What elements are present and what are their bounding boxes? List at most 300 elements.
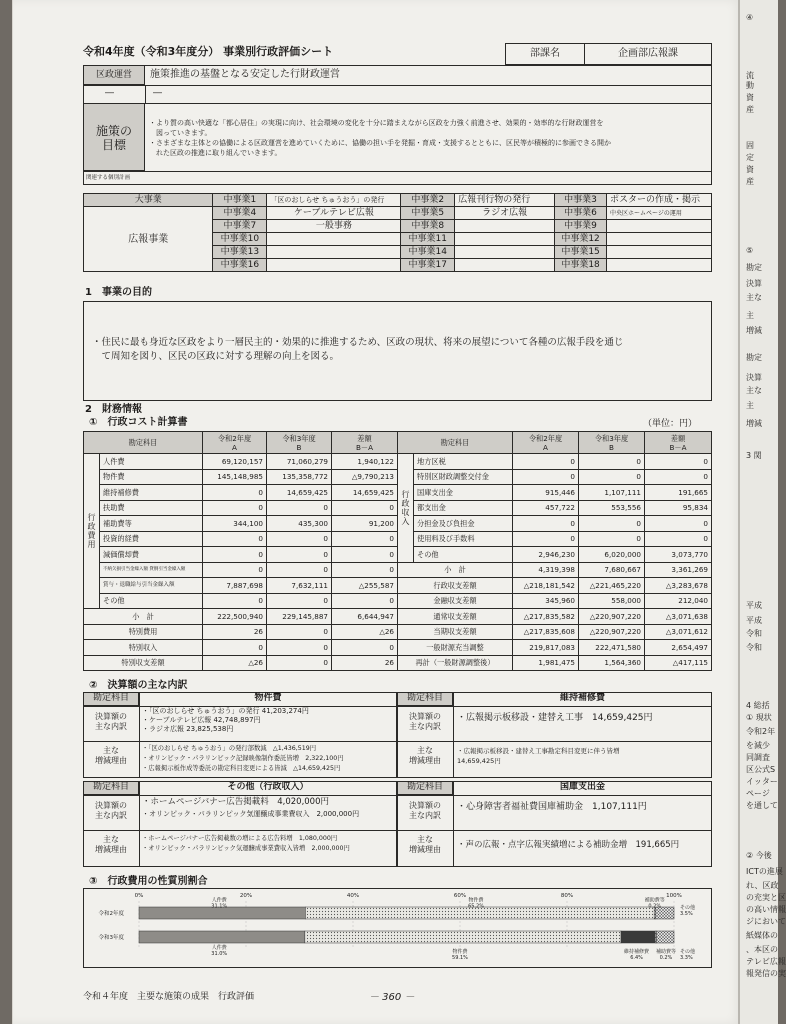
amount: 0 bbox=[267, 640, 332, 656]
account-name: 特別収入 bbox=[84, 640, 203, 656]
breakdown-label-2: 主な内訳 bbox=[95, 722, 127, 731]
purpose-box bbox=[83, 301, 712, 401]
account-label-cell bbox=[83, 781, 139, 795]
dept-label-cell bbox=[505, 43, 585, 65]
amount: 14,659,425 bbox=[267, 485, 332, 501]
next-page-text: 資 bbox=[746, 93, 754, 102]
project-code: 中事業8 bbox=[401, 220, 455, 233]
next-page-text: 定 bbox=[746, 153, 754, 162]
section2-title: 2 財務情報 bbox=[85, 404, 142, 415]
reason-label-2: 増減理由 bbox=[409, 756, 441, 765]
amount: 3,073,770 bbox=[645, 547, 712, 563]
subtotal-label: 小 計 bbox=[84, 609, 203, 625]
amount: 14,659,425 bbox=[332, 485, 398, 501]
breakdown-label-2: 主な内訳 bbox=[95, 811, 127, 820]
goal-label-cell bbox=[83, 103, 145, 171]
balance-name: 再計（一般財源調整後） bbox=[398, 655, 513, 671]
next-page-text: 令和 bbox=[746, 643, 762, 652]
breakdown-label-1: 決算額の bbox=[409, 712, 441, 721]
account-name: 投資的経費 bbox=[100, 531, 203, 547]
policy-dash-1: ― bbox=[105, 88, 114, 98]
amount: 558,000 bbox=[579, 593, 645, 609]
project-name bbox=[267, 233, 401, 246]
bar-segment-2 bbox=[621, 931, 655, 943]
amount: △3,071,638 bbox=[645, 609, 712, 625]
project-code: 中事業11 bbox=[401, 233, 455, 246]
amount: 0 bbox=[579, 469, 645, 485]
next-page-text: 同調査 bbox=[746, 753, 770, 762]
col-header: 令和2年度 A bbox=[203, 432, 267, 454]
breakdown-label-1: 決算額の bbox=[95, 712, 127, 721]
divider bbox=[83, 85, 712, 86]
amount: 0 bbox=[332, 531, 398, 547]
reason-label-2: 増減理由 bbox=[409, 845, 441, 854]
divider bbox=[83, 795, 397, 796]
col-header: 勘定科目 bbox=[84, 432, 203, 454]
property-ratio-chart bbox=[84, 889, 711, 967]
divider bbox=[83, 741, 397, 742]
project-name bbox=[267, 259, 401, 272]
account-name: 扶助費 bbox=[100, 500, 203, 516]
reason-label bbox=[397, 835, 453, 855]
project-name bbox=[455, 233, 555, 246]
axis-tick-label: 40% bbox=[346, 893, 360, 899]
related-plan-label: 関連する個別計画 bbox=[86, 175, 131, 181]
amount: △221,465,220 bbox=[579, 578, 645, 594]
col-header: 差額 B－A bbox=[645, 432, 712, 454]
amount: 2,654,497 bbox=[645, 640, 712, 656]
amount: △218,181,542 bbox=[513, 578, 579, 594]
reason-label bbox=[83, 746, 139, 766]
amount: 0 bbox=[203, 500, 267, 516]
amount: 0 bbox=[203, 562, 267, 578]
project-code: 中事業10 bbox=[213, 233, 267, 246]
value-label: 31.1% bbox=[211, 903, 228, 910]
amount: 1,940,122 bbox=[332, 454, 398, 470]
next-page-text: イッター bbox=[746, 777, 778, 786]
breakdown-label bbox=[397, 712, 453, 732]
project-name bbox=[455, 220, 555, 233]
expense-group: 行政費用 bbox=[84, 454, 100, 609]
project-name: ラジオ広報 bbox=[455, 207, 555, 220]
bar-segment-0 bbox=[139, 931, 305, 943]
amount: 0 bbox=[332, 500, 398, 516]
project-code: 中事業1 bbox=[213, 194, 267, 207]
reason-lines bbox=[142, 834, 350, 854]
next-page-text: ② 今後 bbox=[746, 851, 772, 860]
project-name bbox=[607, 220, 712, 233]
amount: 0 bbox=[513, 531, 579, 547]
account-name: 地方区税 bbox=[414, 454, 513, 470]
policy-label-cell bbox=[83, 65, 145, 85]
account-name: 都支出金 bbox=[414, 500, 513, 516]
project-name bbox=[267, 246, 401, 259]
next-page-text: 勘定 bbox=[746, 353, 762, 362]
policy-label: 区政運営 bbox=[95, 70, 132, 80]
project-name: 中央区ホームページの運用 bbox=[607, 207, 712, 220]
project-name bbox=[607, 246, 712, 259]
amount: 4,319,398 bbox=[513, 562, 579, 578]
project-name: 「区のおしらせ ちゅうおう」の発行 bbox=[267, 194, 401, 207]
reason-line: 14,659,425円 bbox=[457, 757, 501, 765]
next-page-text: ⑤ bbox=[746, 246, 754, 255]
account-label-cell bbox=[83, 692, 139, 706]
reason-line: ・広報掲示板移設・建替え工事勘定科目変更に伴う皆増 bbox=[457, 747, 620, 755]
amount: 91,200 bbox=[332, 516, 398, 532]
next-page-text: 固 bbox=[746, 141, 754, 150]
account-name: 特別費用 bbox=[84, 624, 203, 640]
next-page-text: 3 関 bbox=[746, 451, 762, 460]
account-label: 勘定科目 bbox=[406, 693, 443, 703]
reason-line: ・広報掲示板作成等委託の勘定科目変更による皆減 △14,659,425円 bbox=[142, 765, 341, 772]
amount: 435,300 bbox=[267, 516, 332, 532]
project-code: 中事業4 bbox=[213, 207, 267, 220]
divider bbox=[397, 795, 712, 796]
divider bbox=[83, 103, 712, 104]
next-page-text: 4 総括 bbox=[746, 701, 770, 710]
account-value: 国庫支出金 bbox=[559, 782, 605, 792]
reason-label bbox=[397, 746, 453, 766]
axis-tick-label: 0% bbox=[134, 893, 144, 899]
breakdown-title: ② 決算額の主な内訳 bbox=[89, 680, 188, 691]
project-code: 中事業16 bbox=[213, 259, 267, 272]
goal-label-2: 目標 bbox=[101, 138, 126, 152]
next-page-text: ページ bbox=[746, 789, 770, 798]
amount: 0 bbox=[645, 469, 712, 485]
breakdown-label-2: 主な内訳 bbox=[409, 722, 441, 731]
value-label: 物件費 bbox=[452, 949, 468, 955]
divider bbox=[397, 706, 712, 707]
next-page-text: 区公式S bbox=[746, 765, 776, 774]
next-page-text: 流 bbox=[746, 71, 754, 80]
page-number: － 360 － bbox=[369, 992, 415, 1003]
account-label-cell bbox=[397, 781, 453, 795]
next-page-text: 主 bbox=[746, 401, 754, 410]
account-name: 人件費 bbox=[100, 454, 203, 470]
project-code: 中事業3 bbox=[555, 194, 607, 207]
amount: 457,722 bbox=[513, 500, 579, 516]
reason-label bbox=[83, 835, 139, 855]
next-page-text: 勘定 bbox=[746, 263, 762, 272]
account-name: 補助費等 bbox=[100, 516, 203, 532]
account-name: 賞与・退職給与引当金繰入額 bbox=[100, 578, 203, 594]
amount: 219,817,083 bbox=[513, 640, 579, 656]
value-label: 補助費等 bbox=[644, 897, 665, 904]
breakdown-line: ・ホームページバナー広告掲載料 4,020,000円 bbox=[142, 797, 329, 807]
amount: 145,148,985 bbox=[203, 469, 267, 485]
project-name bbox=[607, 259, 712, 272]
amount: 0 bbox=[267, 655, 332, 671]
reason-line: ・ホームページバナー広告掲載数の増による広告料増 1,080,000円 bbox=[142, 835, 338, 842]
reason-label-2: 増減理由 bbox=[95, 756, 127, 765]
goal-line: 図っていきます。 bbox=[149, 129, 212, 137]
major-label: 大事業 bbox=[84, 194, 213, 207]
amount: 0 bbox=[579, 516, 645, 532]
reason-label-1: 主な bbox=[103, 835, 119, 844]
next-page-text: を減少 bbox=[746, 741, 770, 750]
value-label: 31.0% bbox=[211, 951, 228, 957]
amount: 0 bbox=[332, 640, 398, 656]
project-code: 中事業9 bbox=[555, 220, 607, 233]
project-name: 広報刊行物の発行 bbox=[455, 194, 555, 207]
divider bbox=[397, 830, 712, 831]
account-name: 使用料及び手数料 bbox=[414, 531, 513, 547]
value-label: 65.2% bbox=[468, 903, 484, 910]
col-header: 勘定科目 bbox=[398, 432, 513, 454]
revenue-group: 行政収入 bbox=[398, 454, 414, 563]
account-name: 特別収支差額 bbox=[84, 655, 203, 671]
amount: 345,960 bbox=[513, 593, 579, 609]
cost-statement-title: ① 行政コスト計算書 bbox=[89, 417, 188, 428]
account-name: 特別区財政調整交付金 bbox=[414, 469, 513, 485]
divider bbox=[145, 85, 146, 103]
value-label: 人件費 bbox=[211, 945, 227, 951]
next-page-text: ICTの進展 bbox=[746, 867, 783, 876]
project-code: 中事業5 bbox=[401, 207, 455, 220]
purpose-line-1: ・住民に最も身近な区政をより一層民主的・効果的に推進するため、区政の現状、将来の展望について各種の広報手段を通じ bbox=[92, 337, 624, 348]
amount: 0 bbox=[203, 640, 267, 656]
dept-value: 企画部広報課 bbox=[618, 48, 678, 59]
amount: △417,115 bbox=[645, 655, 712, 671]
value-label: 物件費 bbox=[468, 897, 484, 904]
value-label: 維持補修費 bbox=[624, 949, 650, 955]
amount: 222,500,940 bbox=[203, 609, 267, 625]
amount: 915,446 bbox=[513, 485, 579, 501]
amount: 0 bbox=[332, 593, 398, 609]
account-label: 勘定科目 bbox=[92, 782, 129, 792]
project-code: 中事業7 bbox=[213, 220, 267, 233]
project-name: ケーブルテレビ広報 bbox=[267, 207, 401, 220]
next-page-text: 増減 bbox=[746, 419, 762, 428]
goal-line: ・より質の高い快適な「都心居住」の実現に向け、社会環境の変化を十分に踏まえながら区政を力強く前進させ、効果的・効率的な行財政運営を bbox=[149, 119, 604, 127]
section1-title: 1 事業の目的 bbox=[85, 287, 152, 298]
amount: △3,283,678 bbox=[645, 578, 712, 594]
breakdown-label-2: 主な内訳 bbox=[409, 811, 441, 820]
amount: 0 bbox=[332, 562, 398, 578]
amount: 0 bbox=[203, 531, 267, 547]
footer-left: 令和４年度 主要な施策の成果 行政評価 bbox=[83, 992, 255, 1002]
value-label: 3.5% bbox=[680, 911, 693, 917]
amount: 6,644,947 bbox=[332, 609, 398, 625]
account-name: 国庫支出金 bbox=[414, 485, 513, 501]
breakdown-lines bbox=[142, 797, 359, 820]
reason-line: ・声の広報・点字広報実績増による補助金増 191,665円 bbox=[457, 840, 680, 850]
next-page-text: 決算 bbox=[746, 373, 762, 382]
amount: 0 bbox=[579, 454, 645, 470]
amount: 0 bbox=[267, 500, 332, 516]
next-page-text: 令和2年 bbox=[746, 727, 776, 736]
sheet-title: 令和4年度（令和3年度分） 事業別行政評価シート bbox=[83, 45, 334, 58]
divider bbox=[139, 692, 140, 778]
value-label: 3.3% bbox=[680, 955, 693, 961]
bar-segment-4 bbox=[656, 931, 674, 943]
reason-label-1: 主な bbox=[103, 746, 119, 755]
account-value: 維持補修費 bbox=[559, 693, 605, 703]
breakdown-line: ・ケーブルテレビ広報 42,748,897円 bbox=[142, 716, 261, 724]
amount: 0 bbox=[645, 531, 712, 547]
next-page-text: 平成 bbox=[746, 616, 762, 625]
project-code: 中事業14 bbox=[401, 246, 455, 259]
next-page-text: 紙媒体の bbox=[746, 931, 778, 940]
bar-segment-1 bbox=[305, 931, 621, 943]
amount: 0 bbox=[267, 624, 332, 640]
amount: 212,040 bbox=[645, 593, 712, 609]
project-code: 中事業18 bbox=[555, 259, 607, 272]
amount: 7,887,698 bbox=[203, 578, 267, 594]
next-page-text: 報発信の実 bbox=[746, 969, 786, 978]
amount: 0 bbox=[203, 547, 267, 563]
next-page-text: 産 bbox=[746, 177, 754, 186]
balance-name: 一般財源充当調整 bbox=[398, 640, 513, 656]
next-page-text: の高い情報 bbox=[746, 905, 786, 914]
reason-lines bbox=[457, 746, 620, 766]
amount: 2,946,230 bbox=[513, 547, 579, 563]
value-label: 補助費等 bbox=[655, 949, 676, 955]
amount: △220,907,220 bbox=[579, 609, 645, 625]
col-header: 令和3年度 B bbox=[267, 432, 332, 454]
breakdown-line: ・広報掲示板移設・建替え工事 14,659,425円 bbox=[457, 713, 653, 723]
account-name: 物件費 bbox=[100, 469, 203, 485]
breakdown-label-1: 決算額の bbox=[409, 801, 441, 810]
breakdown-label bbox=[397, 801, 453, 821]
value-label: 6.4% bbox=[630, 955, 643, 961]
breakdown-line: ・オリンピック・パラリンピック気運醸成事業費収入 2,000,000円 bbox=[142, 810, 360, 818]
next-page-text: 令和 bbox=[746, 629, 762, 638]
project-code: 中事業2 bbox=[401, 194, 455, 207]
next-page-text: を通して bbox=[746, 801, 778, 810]
next-page-text: テレビ広報 bbox=[746, 957, 786, 966]
value-label: 59.1% bbox=[452, 955, 468, 961]
dept-value-cell bbox=[584, 43, 712, 65]
amount: 0 bbox=[513, 454, 579, 470]
next-page-text: 平成 bbox=[746, 601, 762, 610]
projects-table bbox=[83, 193, 712, 272]
next-page-text: ジにおいて bbox=[746, 917, 786, 926]
policy-value: 施策推進の基盤となる安定した行財政運営 bbox=[150, 69, 340, 80]
amount: 229,145,887 bbox=[267, 609, 332, 625]
account-name: その他 bbox=[414, 547, 513, 563]
amount: 0 bbox=[267, 562, 332, 578]
account-label: 勘定科目 bbox=[92, 693, 129, 703]
amount: △9,790,213 bbox=[332, 469, 398, 485]
account-value: その他（行政収入） bbox=[227, 782, 309, 792]
amount: 1,564,360 bbox=[579, 655, 645, 671]
col-header: 令和3年度 B bbox=[579, 432, 645, 454]
account-value: 物件費 bbox=[254, 693, 282, 703]
amount: 69,120,157 bbox=[203, 454, 267, 470]
next-page-text: 主 bbox=[746, 311, 754, 320]
goal-label-1: 施策の bbox=[95, 124, 132, 138]
account-name: 維持補修費 bbox=[100, 485, 203, 501]
balance-name: 当期収支差額 bbox=[398, 624, 513, 640]
amount: 0 bbox=[645, 516, 712, 532]
axis-tick-label: 20% bbox=[239, 893, 253, 899]
account-name: 不納欠損引当金繰入額 貸倒引当金繰入額 bbox=[100, 562, 203, 578]
amount: 1,981,475 bbox=[513, 655, 579, 671]
divider bbox=[83, 830, 397, 831]
amount: 0 bbox=[513, 516, 579, 532]
divider bbox=[453, 781, 454, 867]
goal-line: れた区政の推進に取り組んでいきます。 bbox=[149, 149, 282, 157]
amount: 135,358,772 bbox=[267, 469, 332, 485]
breakdown-label bbox=[83, 712, 139, 732]
amount: 553,556 bbox=[579, 500, 645, 516]
project-name bbox=[455, 246, 555, 259]
breakdown-lines bbox=[142, 707, 309, 734]
next-page-text: 増減 bbox=[746, 326, 762, 335]
divider bbox=[83, 171, 712, 172]
balance-name: 金融収支差額 bbox=[398, 593, 513, 609]
breakdown-label bbox=[83, 801, 139, 821]
project-code: 中事業17 bbox=[401, 259, 455, 272]
breakdown-line: ・心身障害者福祉費国庫補助金 1,107,111円 bbox=[457, 802, 647, 812]
value-label: その他 bbox=[680, 949, 696, 955]
axis-tick-label: 80% bbox=[560, 893, 574, 899]
amount: 0 bbox=[267, 531, 332, 547]
amount: 3,361,269 bbox=[645, 562, 712, 578]
project-name bbox=[455, 259, 555, 272]
col-header: 差額 B－A bbox=[332, 432, 398, 454]
divider bbox=[139, 781, 140, 867]
next-page-text: 主な bbox=[746, 293, 762, 302]
next-page-text: れ、区政 bbox=[746, 881, 779, 890]
amount: △217,835,608 bbox=[513, 624, 579, 640]
amount: 7,680,667 bbox=[579, 562, 645, 578]
document-page bbox=[12, 0, 742, 1024]
amount: 26 bbox=[203, 624, 267, 640]
category-label: 令和3年度 bbox=[98, 935, 124, 941]
reason-label-2: 増減理由 bbox=[95, 845, 127, 854]
amount: 0 bbox=[267, 593, 332, 609]
project-name bbox=[607, 233, 712, 246]
divider bbox=[397, 741, 712, 742]
major-name: 広報事業 bbox=[84, 207, 213, 272]
amount: 6,020,000 bbox=[579, 547, 645, 563]
account-label-cell bbox=[397, 692, 453, 706]
value-label: 0.2% bbox=[659, 955, 673, 961]
project-code: 中事業15 bbox=[555, 246, 607, 259]
cost-table-expenses bbox=[83, 431, 398, 671]
amount: 344,100 bbox=[203, 516, 267, 532]
next-page-text: 主な bbox=[746, 386, 762, 395]
axis-tick-label: 60% bbox=[453, 893, 467, 899]
breakdown-label-1: 決算額の bbox=[95, 801, 127, 810]
subtotal-label: 小 計 bbox=[398, 562, 513, 578]
amount: 95,834 bbox=[645, 500, 712, 516]
next-page-text: 産 bbox=[746, 105, 754, 114]
account-name: 減価償却費 bbox=[100, 547, 203, 563]
breakdown-line: ・ラジオ広報 23,825,538円 bbox=[142, 725, 234, 733]
amount: △220,907,220 bbox=[579, 624, 645, 640]
amount: 0 bbox=[267, 547, 332, 563]
cost-table-revenues bbox=[397, 431, 712, 671]
account-name: 分担金及び負担金 bbox=[414, 516, 513, 532]
project-code: 中事業6 bbox=[555, 207, 607, 220]
col-header: 令和2年度 A bbox=[513, 432, 579, 454]
amount: △217,835,582 bbox=[513, 609, 579, 625]
reason-line: ・オリンピック・パラリンピック気運醸成事業費収入皆増 2,000,000円 bbox=[142, 845, 350, 852]
category-label: 令和2年度 bbox=[98, 911, 124, 917]
account-name: その他 bbox=[100, 593, 203, 609]
reason-line: ・オリンピック・パラリンピック記録映像制作委託皆増 2,322,100円 bbox=[142, 755, 344, 762]
next-page-text: 、本区の bbox=[746, 945, 778, 954]
amount: △255,587 bbox=[332, 578, 398, 594]
breakdown-line: ・「区のおしらせ ちゅうおう」の発行 41,203,274円 bbox=[142, 707, 309, 715]
reason-line: ・「区のおしらせ ちゅうおう」の発行部数減 △1,436,519円 bbox=[142, 745, 317, 752]
amount: △26 bbox=[332, 624, 398, 640]
next-page-text: 決算 bbox=[746, 279, 762, 288]
divider bbox=[453, 692, 454, 778]
